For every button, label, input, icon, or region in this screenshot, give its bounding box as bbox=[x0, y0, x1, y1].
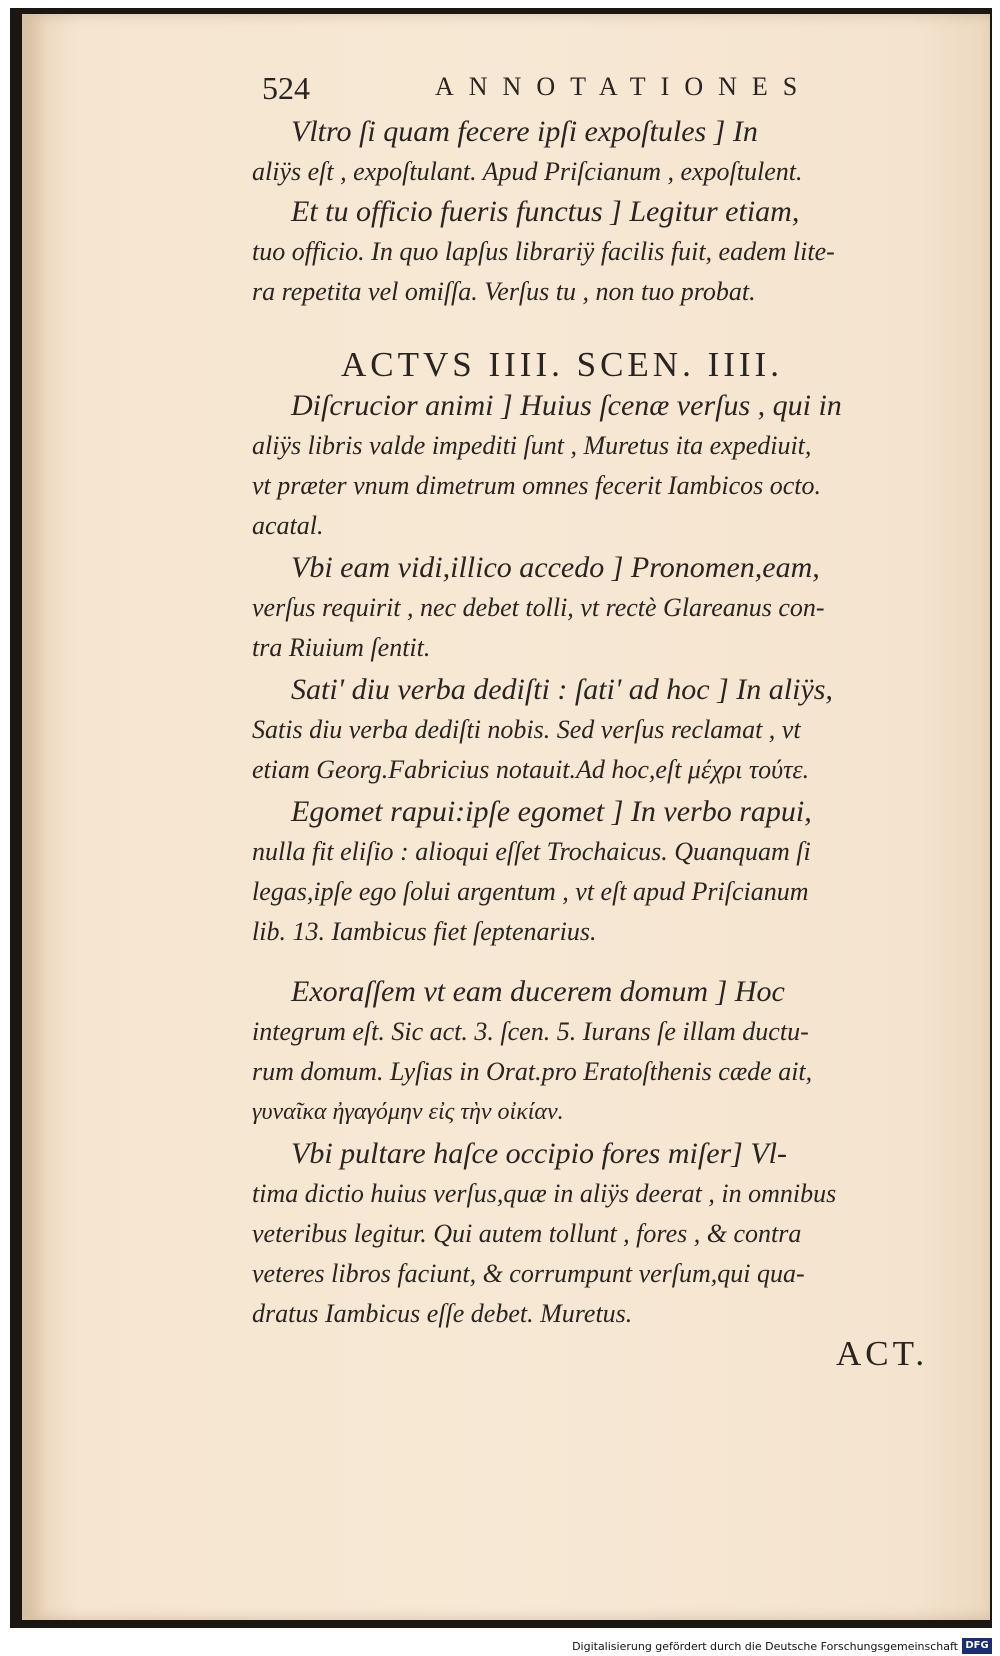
text-line: integrum eſt. Sic act. 3. ſcen. 5. Iurans ſe illam ductu- bbox=[252, 1017, 809, 1046]
text-line: rum domum. Lyſias in Orat.pro Eratoſthenis cæde ait, bbox=[252, 1057, 813, 1086]
text-line: veteribus legitur. Qui autem tollunt , fores , & contra bbox=[252, 1219, 802, 1248]
text-line: aliÿs eſt , expoſtulant. Apud Priſcianum , expoſtulent. bbox=[252, 157, 803, 186]
catchword: ACT. bbox=[836, 1334, 929, 1373]
text-line: Vltro ſi quam fecere ipſi expoſtules ] In bbox=[291, 115, 758, 148]
text-line: Vbi eam vidi,illico accedo ] Pronomen,eam, bbox=[291, 551, 820, 584]
text-line: Egomet rapui:ipſe egomet ] In verbo rapui, bbox=[291, 795, 812, 828]
running-head: ANNOTATIONES bbox=[435, 72, 813, 101]
text-line: Diſcrucior animi ] Huius ſcenæ verſus , qui in bbox=[291, 389, 842, 422]
dfg-logo: DFG bbox=[962, 1638, 992, 1654]
text-line: Et tu officio fueris functus ] Legitur etiam, bbox=[291, 195, 800, 228]
text-line: vt præter vnum dimetrum omnes fecerit Iambicos octo. bbox=[252, 471, 822, 500]
text-line: tima dictio huius verſus,quæ in aliÿs deerat , in omnibus bbox=[252, 1179, 837, 1208]
text-line: legas,ipſe ego ſolui argentum , vt eſt apud Priſcianum bbox=[252, 877, 809, 906]
text-line: lib. 13. Iambicus fiet ſeptenarius. bbox=[252, 917, 597, 946]
page-number: 524 bbox=[262, 70, 310, 106]
text-line: aliÿs libris valde impediti ſunt , Muretus ita expediuit, bbox=[252, 431, 812, 460]
text-line: nulla fit eliſio : alioqui eſſet Trochaicus. Quanquam ſi bbox=[252, 837, 811, 866]
footer-credit: Digitalisierung gefördert durch die Deutsche Forschungsgemeinschaft bbox=[572, 1640, 958, 1653]
greek-line: γυναῖκα ἠγαγόμην εἰς τὴν οἰκίαν. bbox=[252, 1099, 564, 1125]
text-line: acatal. bbox=[252, 511, 324, 540]
text-line: veteres libros faciunt, & corrumpunt verſum,qui qua- bbox=[252, 1259, 805, 1288]
text-line: Exoraſſem vt eam ducerem domum ] Hoc bbox=[291, 975, 785, 1008]
text-line: dratus Iambicus eſſe debet. Muretus. bbox=[252, 1299, 633, 1328]
text-line: Sati' diu verba dediſti : ſati' ad hoc ] In aliÿs, bbox=[291, 673, 833, 706]
text-line: ra repetita vel omiſſa. Verſus tu , non tuo probat. bbox=[252, 277, 756, 306]
text-line: tra Riuium ſentit. bbox=[252, 633, 431, 662]
text-line: Satis diu verba dediſti nobis. Sed verſus reclamat , vt bbox=[252, 715, 801, 744]
text-line: verſus requirit , nec debet tolli, vt rectè Glareanus con- bbox=[252, 593, 825, 622]
text-line: etiam Georg.Fabricius notauit.Ad hoc,eſt μέχρι τούτε. bbox=[252, 755, 810, 784]
text-line: tuo officio. In quo lapſus librariÿ facilis fuit, eadem lite- bbox=[252, 237, 835, 266]
scene-heading: ACTVS IIII. SCEN. IIII. bbox=[341, 345, 783, 384]
text-line: Vbi pultare haſce occipio fores miſer] Vl- bbox=[291, 1137, 788, 1170]
